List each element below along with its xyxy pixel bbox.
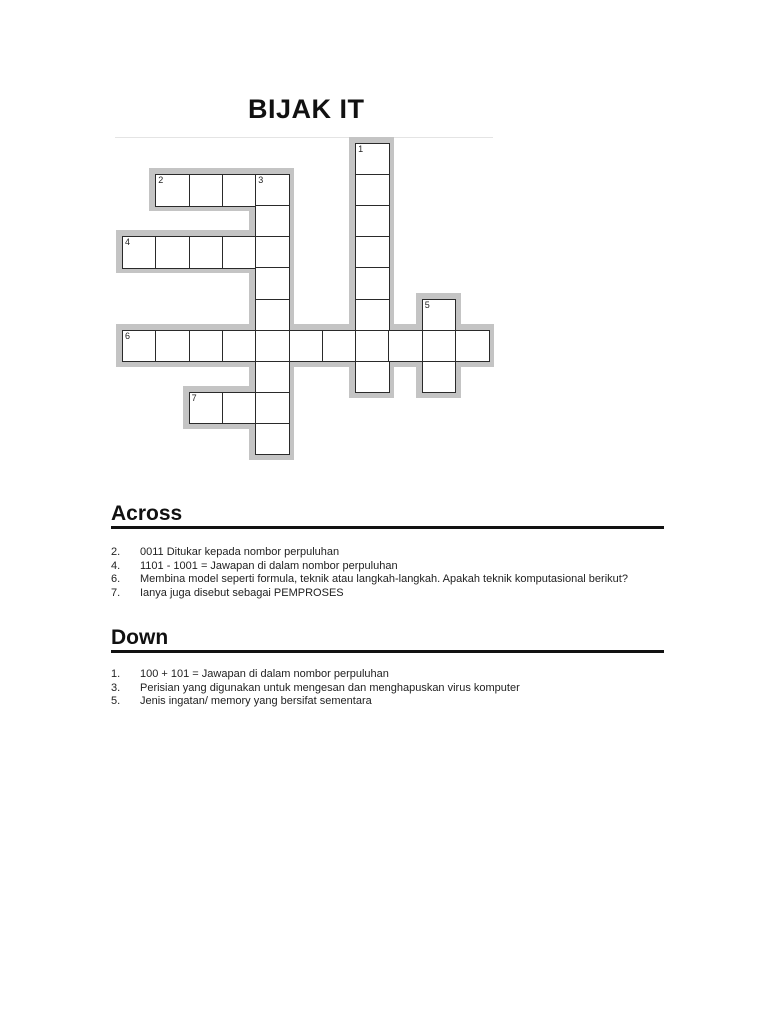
clue-item	[111, 695, 664, 709]
crossword-cell[interactable]	[255, 205, 290, 238]
clue-text: Jenis ingatan/ memory yang bersifat sementara	[140, 695, 372, 707]
crossword-cell[interactable]	[422, 361, 457, 394]
crossword-cell[interactable]	[122, 330, 157, 363]
down-clue-list	[111, 668, 664, 709]
across-divider	[111, 526, 664, 529]
crossword-cell[interactable]	[422, 299, 457, 332]
cell-number: 6	[125, 330, 131, 341]
crossword-cell[interactable]	[255, 361, 290, 394]
page-title: BIJAK IT	[248, 94, 365, 124]
crossword-cell[interactable]	[255, 299, 290, 332]
crossword-cell[interactable]	[388, 330, 423, 363]
crossword-cell[interactable]	[355, 174, 390, 207]
clue-item	[111, 682, 664, 696]
crossword-cell[interactable]	[355, 299, 390, 332]
across-clue-list	[111, 546, 664, 600]
down-heading: Down	[111, 626, 169, 649]
clue-number: 5.	[111, 695, 121, 707]
crossword-cell[interactable]	[422, 330, 457, 363]
crossword-cell[interactable]	[355, 143, 390, 176]
clue-item	[111, 546, 664, 560]
crossword-cell[interactable]	[189, 330, 224, 363]
clue-number: 1.	[111, 668, 121, 680]
clue-item	[111, 560, 664, 574]
crossword-cell[interactable]	[255, 423, 290, 456]
clue-text: Membina model seperti formula, teknik atau langkah-langkah. Apakah teknik komputasional berikut?	[140, 573, 628, 585]
clue-text: 100 + 101 = Jawapan di dalam nombor perpuluhan	[140, 668, 389, 680]
clue-text: Ianya juga disebut sebagai PEMPROSES	[140, 586, 344, 599]
crossword-cell[interactable]	[255, 330, 290, 363]
cell-number: 4	[125, 237, 131, 248]
cell-number: 2	[158, 175, 164, 186]
crossword-cell[interactable]	[255, 392, 290, 425]
clue-number: 4.	[111, 559, 121, 572]
down-divider	[111, 650, 664, 653]
crossword-cell[interactable]	[222, 330, 257, 363]
clue-text: 0011 Ditukar kepada nombor perpuluhan	[140, 546, 340, 558]
crossword-cell[interactable]	[355, 236, 390, 269]
clue-item	[111, 587, 664, 601]
crossword-cell[interactable]	[189, 392, 224, 425]
crossword-cell[interactable]	[222, 236, 257, 269]
crossword-cell[interactable]	[155, 236, 190, 269]
crossword-cell[interactable]	[289, 330, 324, 363]
across-heading: Across	[111, 502, 183, 525]
crossword-cell[interactable]	[355, 361, 390, 394]
crossword-cell[interactable]	[255, 236, 290, 269]
crossword-cell[interactable]	[222, 174, 257, 207]
clue-number: 7.	[111, 586, 121, 599]
cell-number: 5	[424, 299, 430, 310]
clue-text: Perisian yang digunakan untuk mengesan dan menghapuskan virus komputer	[140, 681, 520, 694]
clue-number: 2.	[111, 546, 121, 558]
crossword-cell[interactable]	[189, 174, 224, 207]
crossword-cell[interactable]	[255, 174, 290, 207]
cell-number: 1	[358, 144, 364, 154]
crossword-cell[interactable]	[222, 392, 257, 425]
cell-number: 3	[258, 175, 264, 186]
crossword-cell[interactable]	[322, 330, 357, 363]
cell-number: 7	[191, 392, 197, 403]
crossword-cell[interactable]	[155, 330, 190, 363]
crossword-cell[interactable]	[189, 236, 224, 269]
crossword-cell[interactable]	[122, 236, 157, 269]
clue-text: 1101 - 1001 = Jawapan di dalam nombor perpuluhan	[140, 559, 398, 572]
crossword-cell[interactable]	[355, 205, 390, 238]
clue-number: 6.	[111, 573, 121, 585]
crossword-cell[interactable]	[455, 330, 490, 363]
crossword-cell[interactable]	[255, 267, 290, 300]
clue-item	[111, 668, 664, 682]
clue-item	[111, 573, 664, 587]
crossword-grid	[0, 0, 768, 480]
crossword-cell[interactable]	[155, 174, 190, 207]
crossword-cell[interactable]	[355, 267, 390, 300]
crossword-cell[interactable]	[355, 330, 390, 363]
clue-number: 3.	[111, 681, 121, 694]
